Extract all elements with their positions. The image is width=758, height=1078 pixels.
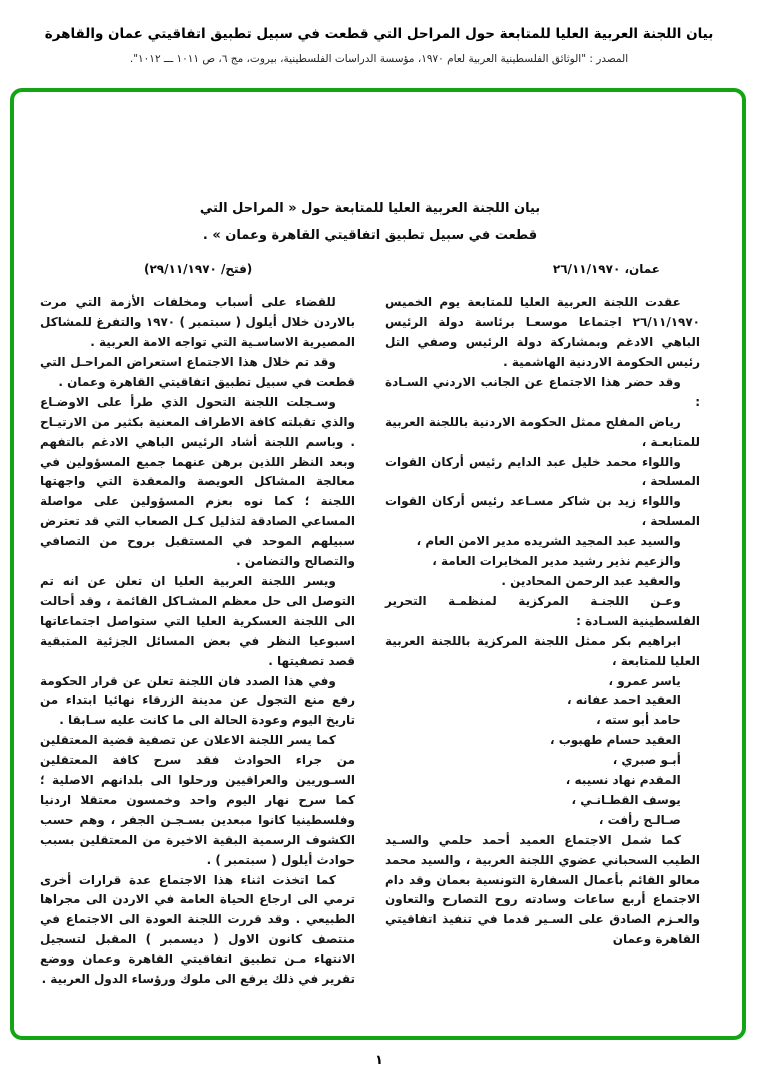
- paragraph: كما اتخذت اثناء هذا الاجتماع عدة قرارات أخرى ترمي الى ارجاع الحياة العامة في الاردن الى مجراها الطبيعي . وقد قررت اللجنة العودة الى الاجتماع في منتصف كانون الاول ( ديسمبر ) المقبل لتسجيل الانتهاء مـن تطبيق اتفاقيتي القاهرة وعمان ووضع تقرير في ذلك يرفع الى ملوك ورؤساء الدول العربية .: [40, 872, 355, 987]
- document-title-line2: قطعت في سبيل تطبيق اتفاقيتي القاهرة وعمان » .: [202, 227, 538, 243]
- document-title: [40, 196, 700, 249]
- paragraph: واللواء زيد بن شاكر مسـاعد رئيس أركان القوات المسلحة ،: [385, 494, 700, 529]
- dateline: [40, 262, 700, 276]
- paragraph: يوسف القطـانـي ،: [571, 792, 681, 807]
- paragraph: العقيد احمد عفانه ،: [567, 693, 681, 708]
- paragraph: والعقيد عبد الرحمن المحادين .: [501, 573, 681, 588]
- paragraph: وسـجلت اللجنة التحول الذي طرأ على الاوضـاع والذي تقبلته كافة الاطراف المعنية بكثير من الارتيـاح . وباسم اللجنة أشاد الرئيس الباهي الادغم بالتفهم وبعد النظر اللذين برهن عنهما جميع المسؤولين في معالجة المشاكل العويصة والمعقدة التي واجهتها اللجنة ؛ كما نوه بعزم المسؤولين على مواصلة المساعي الصادقة لتذليل كـل الصعاب التي قد تعترض سبيلهم الموحد في المستقبل بروح من التصافي والتصالح والتضامن .: [40, 394, 355, 569]
- paragraph: والسيد عبد المجيد الشريده مدير الامن العام ،: [416, 534, 681, 549]
- dateline-org-date: (فتح/ ٢٩/١١/١٩٧٠): [144, 262, 253, 277]
- paragraph: والزعيم نذير رشيد مدير المخابرات العامة ،: [432, 554, 681, 569]
- source-citation: المصدر : "الوثائق الفلسطينية العربية لعام ١٩٧٠، مؤسسة الدراسات الفلسطينية، بيروت، مج ٦، ص ١٠١١ ـــ ١٠١٢".: [129, 53, 629, 66]
- paragraph: رياض المفلح ممثل الحكومة الاردنية باللجنة العربية للمتابعـة ،: [385, 414, 700, 449]
- paragraph: العقيد حسام طهبوب ،: [549, 733, 681, 748]
- document-scan-frame: [10, 88, 746, 1040]
- column-left: [40, 293, 355, 990]
- document-body: [40, 293, 700, 990]
- document-title-line1: بيان اللجنة العربية العليا للمتابعة حول « المراحل التي: [199, 201, 541, 216]
- paragraph: صـالـح رأفت ،: [598, 812, 681, 827]
- page-number: ١: [375, 1053, 383, 1068]
- paragraph: المقدم نهاد نسيبه ،: [565, 773, 681, 788]
- paragraph: أبـو صبري ،: [612, 753, 681, 768]
- page-title: بيان اللجنة العربية العليا للمتابعة حول المراحل التي قطعت في سبيل تطبيق اتفاقيتي عمان والقاهرة: [44, 26, 714, 42]
- paragraph: للقضاء على أسباب ومخلفات الأزمة التي مرت بالاردن خلال أيلول ( سبتمبر ) ١٩٧٠ والتفرغ للمشاكل المصيرية الاساسـية التي تواجه الامة العربية .: [40, 295, 355, 350]
- dateline-place-date: عمان، ٢٦/١١/١٩٧٠: [552, 262, 660, 277]
- paragraph: وقد حضر هذا الاجتماع عن الجانب الاردني السـادة :: [385, 374, 700, 409]
- paragraph: وفي هذا الصدد فان اللجنة تعلن عن قرار الحكومة رفع منع التجول عن مدينة الزرقاء نهائيا ابتداء من تاريخ اليوم وعودة الحالة الى ما كانت عليه سـابقا .: [40, 673, 355, 728]
- paragraph: ويسر اللجنة العربية العليا ان تعلن عن انه تم التوصل الى حل معظم المشـاكل القائمة ، وقد أحالت الى اللجنة العسكرية العليا التي ستواصل اجتماعاتها اسبوعيا النظر في بعض المسائل الجزئية المتبقية قصد تصفيتها .: [40, 573, 355, 668]
- paragraph: عقدت اللجنة العربية العليا للمتابعة يوم الخميس ٢٦/١١/١٩٧٠ اجتماعا موسعـا برئاسة دولة الرئيس الباهي الادغم وبمشاركة دولة الرئيس وصفي التل رئيس الحكومة الاردنية الهاشمية .: [385, 295, 700, 369]
- paragraph: ياسر عمرو ،: [608, 673, 681, 688]
- paragraph: واللواء محمد خليل عبد الدايم رئيس أركان القوات المسلحة ،: [385, 454, 700, 489]
- paragraph: وقد تم خلال هذا الاجتماع استعراض المراحـل التي قطعت في سبيل تطبيق اتفاقيتي القاهرة وعمان .: [40, 355, 355, 389]
- paragraph: ابراهيم بكر ممثل اللجنة المركزية باللجنة العربية العليا للمتابعة ،: [385, 633, 700, 668]
- page-header: [0, 0, 758, 65]
- paragraph: حامد أبو سته ،: [596, 713, 681, 728]
- paragraph: وعـن اللجنـة المركزية لمنظمـة التحرير الفلسطينية السـادة :: [385, 593, 700, 628]
- paragraph: كما يسر اللجنة الاعلان عن تصفية قضية المعتقلين من جراء الحوادث فقد سرح كافة المعتقلين السـوريين والعراقيين ورحلوا الى بلدانهم الاصلية ؛ كما سرح نهار اليوم واحد وخمسون معتقلا اردنيا وفلسطينيا كانوا مبعدين بسـجـن الجفر ، وهم حسب الكشوف الرسمية البقية الاخيرة من المعتقلين بسبب حوادث أيلول ( سبتمبر ) .: [40, 733, 355, 867]
- paragraph: كما شمل الاجتماع العميد أحمد حلمي والسـيد الطيب السحباني عضوي اللجنة العربية ، والسيد محمد معالو القائم بأعمال السفارة التونسية بعمان وقد دام الاجتماع أربع ساعات وسادته روح التصارح والتعاون والعـزم الصادق على السـير قدما في تنفيذ اتفاقيتي القاهرة وعمان: [385, 832, 700, 947]
- column-right: [385, 293, 700, 990]
